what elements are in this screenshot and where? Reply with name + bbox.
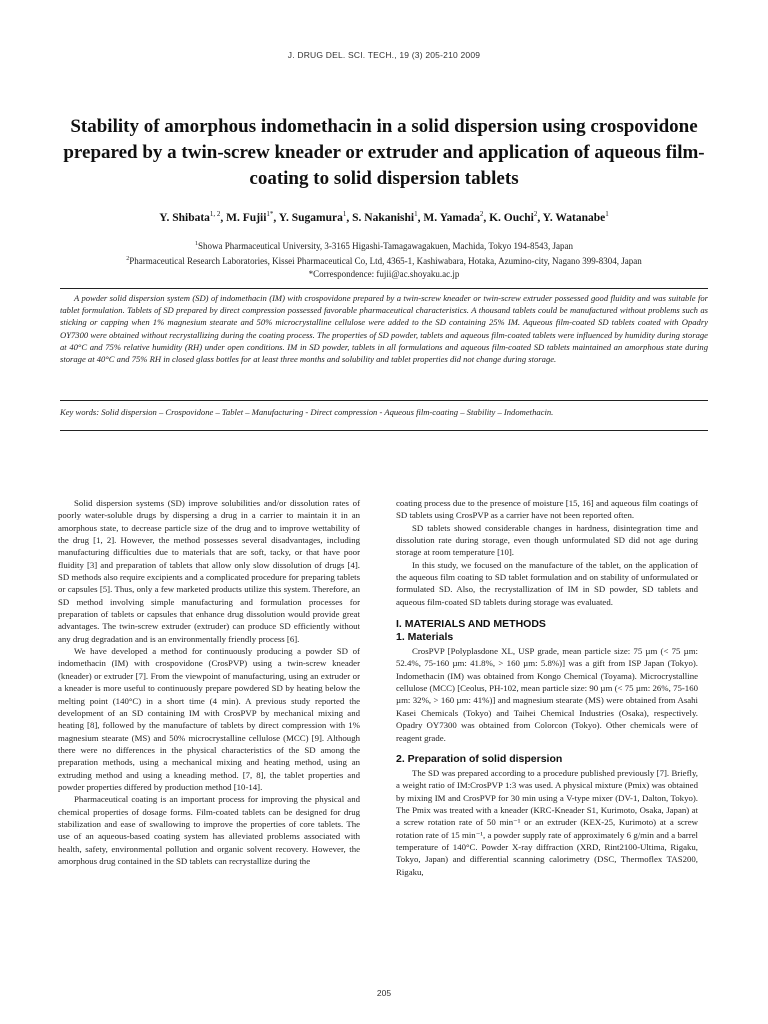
divider (60, 288, 708, 289)
affiliation-line: $^2$Pharmaceutical Research Laboratories, Kissei Pharmaceutical Co, Ltd, 4365-1, Kashiwabara, Hotaka, Azumino-city, Nagano 399-8304, Japan (126, 256, 642, 266)
keywords: Key words: Solid dispersion – Crospovidone – Tablet – Manufacturing - Direct compression - Aqueous film-coating – Stability – Indomethacin. (60, 407, 554, 417)
author-affiliation-mark: 1* (266, 210, 274, 218)
divider (60, 400, 708, 401)
page-number: 205 (376, 988, 392, 998)
author-affiliation-mark: 1, 2 (209, 210, 221, 218)
abstract (60, 292, 708, 365)
right-column (396, 497, 698, 878)
author-affiliation-mark: 2 (533, 210, 538, 218)
author: M. Fujii (226, 211, 267, 224)
body-paragraph: The SD was prepared according to a procedure published previously [7]. Briefly, a weight ratio of IM:CrosPVP 1:3 was used. A physical mixture (Pmix) was obtained by mixing IM and CrosPVP for 30 min using a V-type mixer (DV-1, Dalton, Tokyo). The Pmix was treated with a kneader (KRC-Kneader S1, Kurimoto, Osaka, Japan) at a screw rotation rate of 50 min⁻¹ or an extruder (KEX-25, Kurimoto) at a screw rotation rate of 15 min⁻¹, a powder supply rate of approximately 6 g/min and a barrel temperature of 140°C. Powder X-ray diffraction (XRD, Rint2100-Ultima, Rigaku, Tokyo, Japan) and differential scanning calorimetry (DSC, Thermoflex TAS200, Rigaku, (396, 767, 698, 877)
subsection-heading: 2. Preparation of solid dispersion (396, 752, 563, 765)
correspondence: *Correspondence: fujii@ac.shoyaku.ac.jp (308, 269, 460, 279)
subsection-heading: 1. Materials (396, 631, 454, 644)
author: K. Ouchi (489, 211, 534, 224)
section-heading: I. MATERIALS AND METHODS (396, 618, 546, 631)
author: Y. Sugamura (278, 211, 343, 224)
author-affiliation-mark: 2 (479, 210, 484, 218)
body-paragraph: Pharmaceutical coating is an important process for improving the physical and chemical properties of dosage forms. Film-coated tablets can be designed for drug stabilization and ease of swallowing to improve the properties of core tablets. The use of an aqueous-based coating system has alleviated problems associated with health, safety, environmental pollution and organic solvent recovery. However, the amorphous drug contained in the SD tablets can recrystallize during the (58, 794, 360, 866)
journal-citation: J. DRUG DEL. SCI. TECH., 19 (3) 205-210 2009 (287, 50, 481, 60)
body-paragraph: coating process due to the presence of moisture [15, 16] and aqueous film coatings of SD tablets using CrosPVP as a carrier have not been reported often. (396, 498, 698, 521)
author-affiliation-mark: 1 (342, 210, 347, 218)
author-affiliation-mark: 1 (414, 210, 418, 218)
author: Y. Shibata (159, 211, 210, 224)
body-paragraph: CrosPVP [Polyplasdone XL, USP grade, mean particle size: 75 µm (< 75 µm: 52.4%, 75-160 µm: 41.8%, > 160 µm: 5.8%)] was a gift from ISP Japan (Tokyo). Indomethacin (IM) was obtained from Kongo Chemical (Toyama). Microcrystalline cellulose (MCC) [Ceolus, PH-102, mean particle size: 90 µm (< 75 µm: 26%, 75-160 µm: 32%, > 160 µm: 41%)] and magnesium stearate (MS) were obtained from Asahi Kasei Chemicals (Tokyo) and Taihei Chemical Industries (Osaka), respectively. Opadry OY7300 was obtained from Colorcon (Tokyo). Other chemicals were of reagent grade. (396, 646, 698, 743)
body-paragraph: In this study, we focused on the manufacture of the tablet, on the application of the aqueous film coating to SD tablet formulation and on stability of unformulated or formulated SD. Also, the recrystallization of IM in SD powder, SD tablets and aqueous film-coated SD tablets during storage was evaluated. (396, 559, 698, 607)
author-list: Y. Shibata$^{1, 2}$, M. Fujii$^{1*}$, Y. Sugamura$^1$, S. Nakanishi$^1$, M. Yamada$^2$, K. Ouchi$^2$, Y. Watanabe$^1$ (159, 210, 609, 224)
body-paragraph: Solid dispersion systems (SD) improve solubilities and/or dissolution rates of poorly water-soluble drugs by dispersing a drug in a carrier to maintain it in an amorphous state, to decrease particle size of the drug and to improve wettability of the drug [1, 2]. However, the method possesses several disadvantages, including manufacturing difficulties due to materials that are soft, tacky, or that have poor fluidity [3] and preparation of tablets that allow only slow dissolution of drugs [4]. SD methods also require excipients and a complicated procedure for preparing tablets or capsules [5]. Thus, only a few marketed products utilize this system. Therefore, an SD method involving simple manufacturing and formulation processes for preparation of tablets or capsules that enhance drug dissolution would provide great advantages. The twin-screw extruder (extruder) can produce SD efficiently without any drug degradation and is an environmentally friendly process [6]. (58, 498, 360, 644)
affiliations (40, 238, 728, 281)
author: M. Yamada (423, 211, 480, 224)
affiliation-line: $^1$Showa Pharmaceutical University, 3-3165 Higashi-Tamagawagakuen, Machida, Tokyo 194-8543, Japan (195, 241, 573, 251)
author-affiliation-mark: 1 (605, 210, 609, 218)
left-column (58, 497, 360, 867)
abstract-text: A powder solid dispersion system (SD) of indomethacin (IM) with crospovidone prepared by a twin-screw kneader or twin-screw extruder possessed good fluidity and was suitable for tablet formulation. Tablets of SD prepared by direct compression possessed favorable pharmaceutical characteristics. A thousand tablets could be manufactured without problems such as sticking or capping when 1% magnesium stearate and 50% microcrystalline cellulose were added to the SD containing 25% IM. Aqueous film-coated SD tablets coated with Opadry OY7300 were obtained without recrystallizing during the coating process. The properties of SD powder, tablets and aqueous film-coated tablets were influenced by humidity during storage at 40°C and 75% relative humidity (RH) under open conditions. IM in SD powder, tablets in all formulations and aqueous film-coated SD tablets maintained an amorphous state during storage at 40°C and 75% RH in closed glass bottles for at least three months and solubility and tablet properties did not change during storage. (60, 293, 708, 365)
author: S. Nakanishi (352, 211, 415, 224)
body-paragraph: We have developed a method for continuously producing a powder SD of indomethacin (IM) with crospovidone (CrosPVP) using a twin-screw kneader (kneader) or extruder [7]. From the viewpoint of manufacturing, using an extruder or a kneader is more useful to continuously prepare powdered SD by heating below the melting point (140°C) in a short time (4 min). A previous study reported the development of an SD containing IM with CrosPVP by mechanical mixing and heating [8], followed by the manufacture of tablets by direct compression with 1% magnesium stearate (MS) and 50% microcrystalline cellulose (MCC) [9]. Although there were no differences in the physical characteristics of the SD among the preparation methods, using a mechanical mixing and heating method, using an extruding method and using a kneading method. [7, 8], the tablet properties and powder properties differed by production method [10-14]. (58, 646, 360, 792)
divider (60, 430, 708, 431)
body-paragraph: SD tablets showed considerable changes in hardness, disintegration time and dissolution rate during storage, even though unformulated SD did not age during storage at room temperature [10]. (396, 522, 698, 558)
author: Y. Watanabe (542, 211, 606, 224)
article-title: Stability of amorphous indomethacin in a solid dispersion using crospovidone prepared by a twin-screw kneader or extruder and application of aqueous film-coating to solid dispersion tablets (63, 116, 705, 189)
